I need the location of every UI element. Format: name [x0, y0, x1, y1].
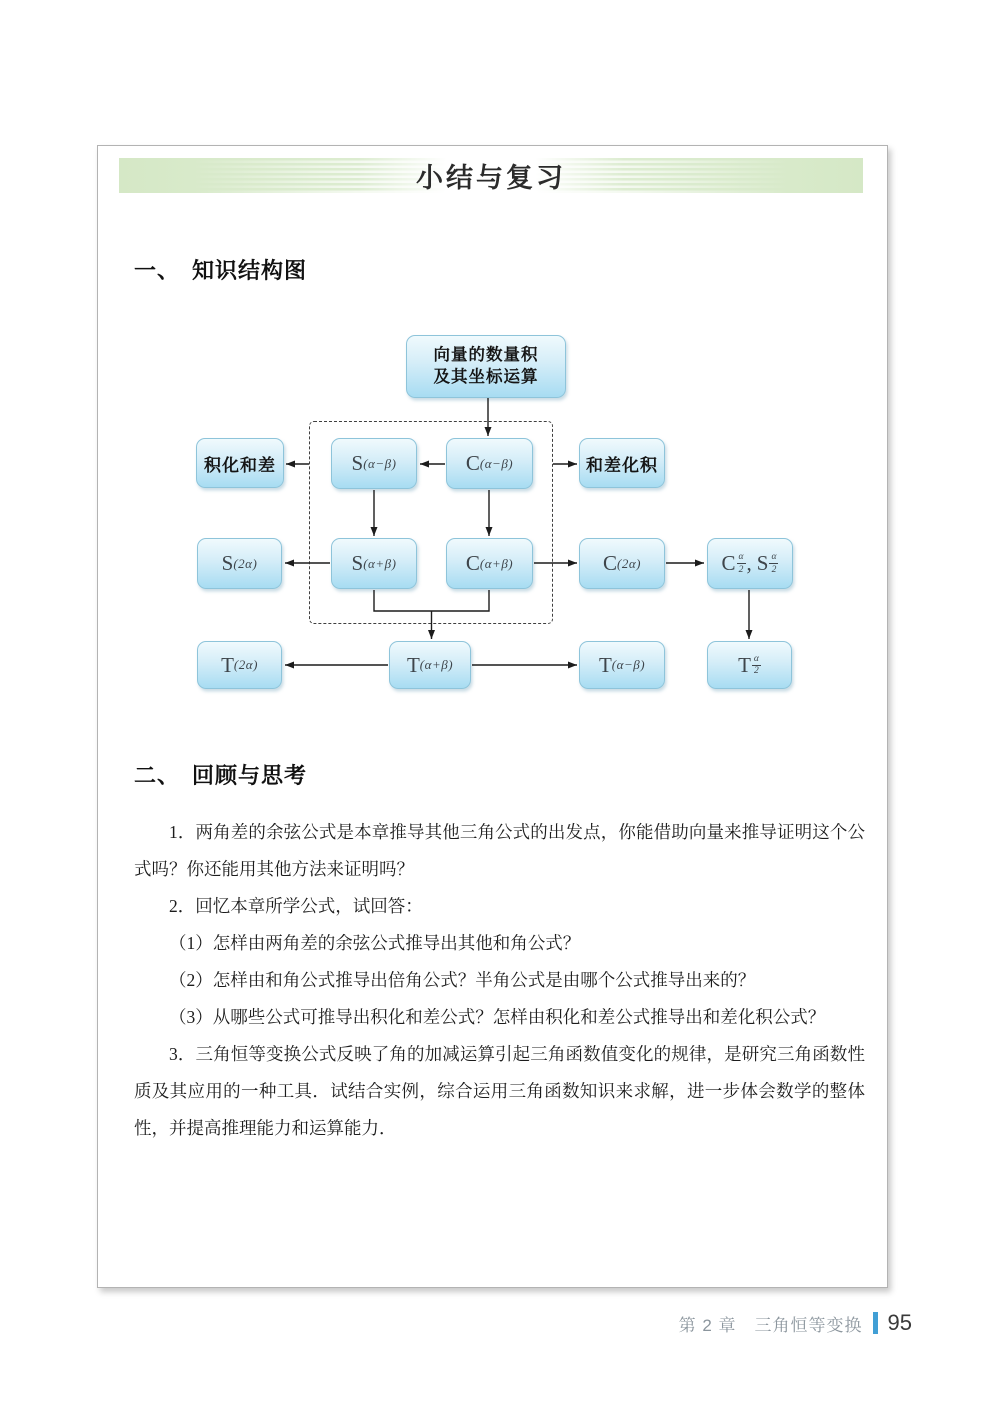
- footer-divider-bar: [873, 1312, 878, 1334]
- footer-page-number: 95: [887, 1310, 912, 1335]
- page-title: 小结与复习: [416, 163, 566, 193]
- review-questions: [134, 814, 865, 1147]
- node-t-alpha-plus-beta: T (α+β): [389, 641, 471, 689]
- node-c-alpha-minus-beta: C (α−β): [446, 438, 533, 489]
- node-c-2alpha: C (2α): [579, 538, 665, 589]
- page-footer: [679, 1308, 912, 1338]
- node-t-half: T $\frac{\alpha}{2}$: [707, 641, 792, 689]
- review-item-2-sub3: （3）从哪些公式可推导出积化和差公式？怎样由积化和差公式推导出和差化积公式？: [169, 1007, 826, 1027]
- review-section: [134, 759, 865, 1147]
- node-t-2alpha: T (2α): [197, 641, 282, 689]
- knowledge-structure-diagram: [98, 146, 889, 746]
- node-c-half-s-half: C $\frac{\alpha}{2}$ , S $\frac{\alpha}{2}$: [707, 538, 793, 589]
- review-item-2: 2．回忆本章所学公式，试回答：: [169, 896, 423, 916]
- node-product-to-sum: 积化和差: [196, 438, 284, 488]
- review-item-2-sub1: （1）怎样由两角差的余弦公式推导出其他和角公式？: [169, 933, 581, 953]
- section-two-heading: 二、 回顾与思考: [134, 763, 308, 788]
- node-vector-line2: 及其坐标运算: [433, 367, 539, 386]
- node-vector-line1: 向量的数量积: [433, 345, 539, 364]
- node-s-2alpha: S (2α): [197, 538, 282, 589]
- node-sum-to-product: 和差化积: [579, 438, 665, 488]
- review-item-2-sub2: （2）怎样由和角公式推导出倍角公式？半角公式是由哪个公式推导出来的？: [169, 970, 756, 990]
- node-s-alpha-plus-beta: S (α+β): [331, 538, 417, 589]
- node-vector-dot-product: [406, 335, 566, 398]
- node-t-alpha-minus-beta: T (α−β): [579, 641, 665, 689]
- textbook-page: [97, 145, 888, 1288]
- node-s-alpha-minus-beta: S (α−β): [331, 438, 417, 489]
- review-item-1: 1．两角差的余弦公式是本章推导其他三角公式的出发点，你能借助向量来推导证明这个公式吗？你还能用其他方法来证明吗？: [134, 822, 865, 879]
- node-c-alpha-plus-beta: C (α+β): [446, 538, 533, 589]
- section-one-heading: 一、 知识结构图: [134, 258, 308, 283]
- footer-chapter-title: 第 2 章 三角恒等变换: [678, 1315, 863, 1335]
- review-item-3: 3．三角恒等变换公式反映了角的加减运算引起三角函数值变化的规律，是研究三角函数性质及其应用的一种工具．试结合实例，综合运用三角函数知识来求解，进一步体会数学的整体性，并提高推理能力和运算能力．: [134, 1044, 865, 1138]
